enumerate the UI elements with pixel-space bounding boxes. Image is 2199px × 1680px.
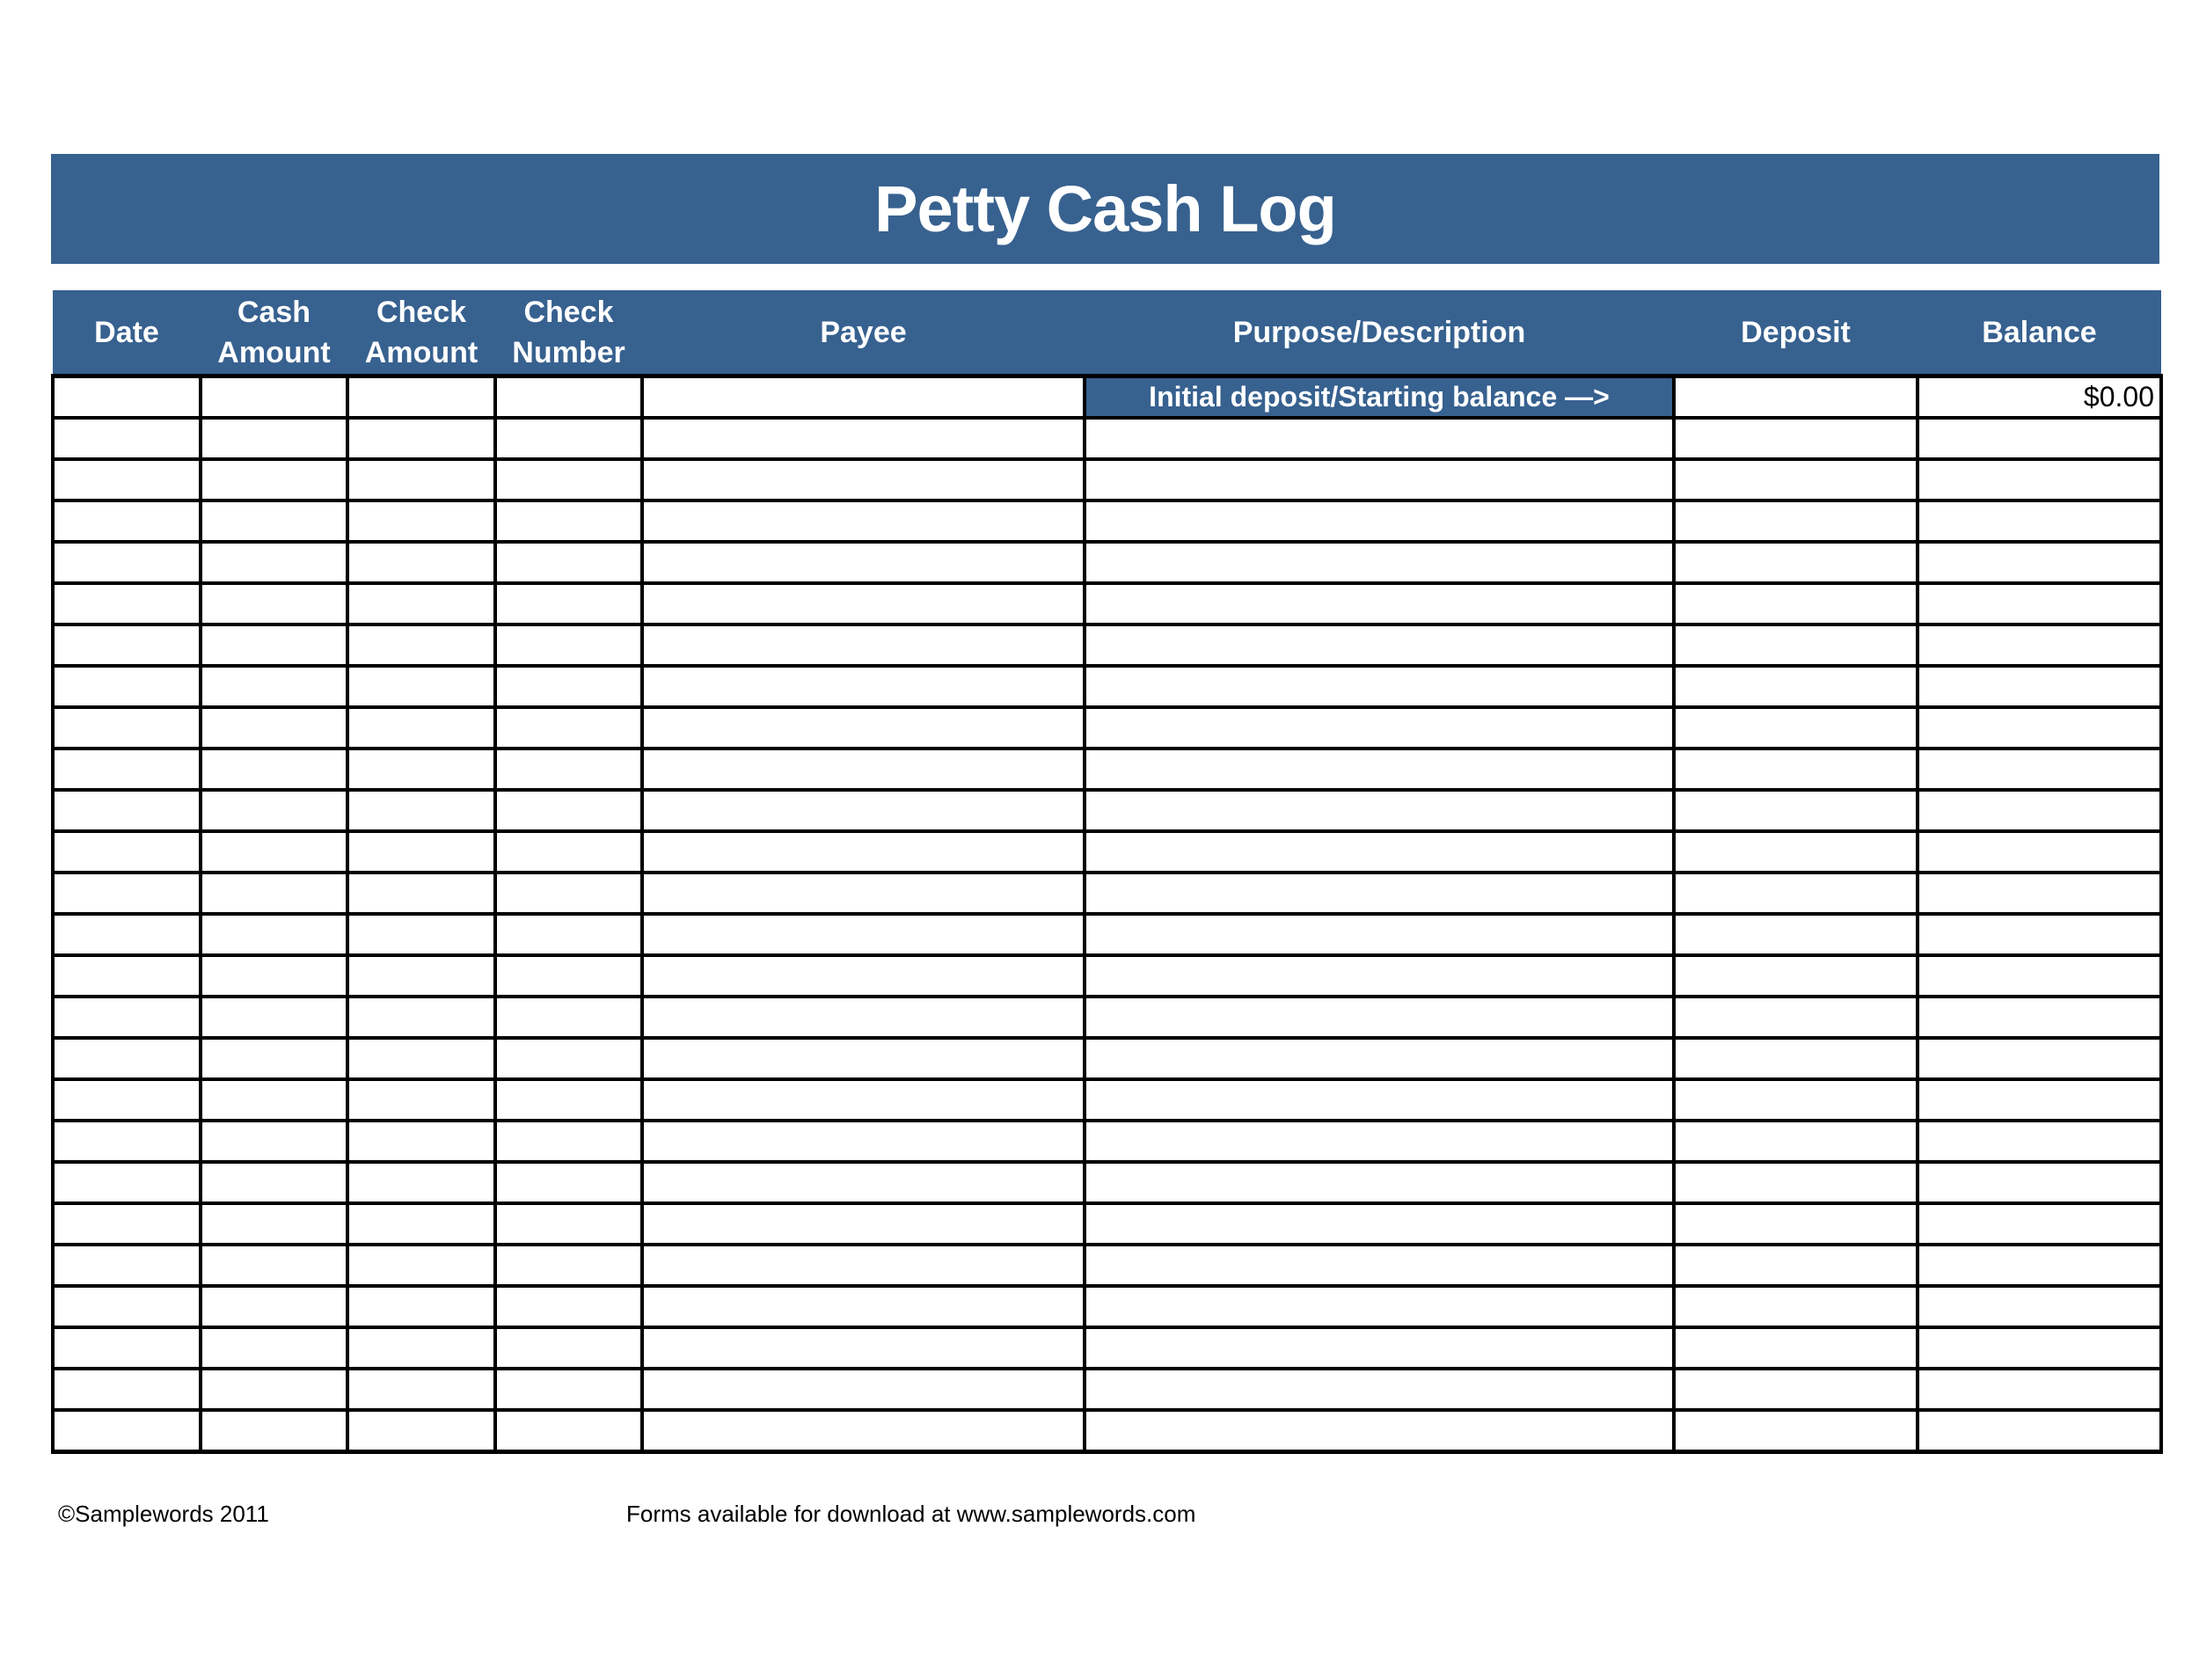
cell-balance[interactable] xyxy=(1918,749,2161,790)
table-row xyxy=(53,459,2161,500)
cell-payee[interactable] xyxy=(642,1327,1085,1369)
cell-check-number[interactable] xyxy=(495,873,642,914)
download-note: Forms available for download at www.samplewords.com xyxy=(626,1501,1196,1527)
cell-cash-amount[interactable] xyxy=(201,790,347,831)
cell-cash-amount[interactable] xyxy=(201,1038,347,1079)
cell-check-number[interactable] xyxy=(495,1286,642,1327)
cell-check-number[interactable] xyxy=(495,1369,642,1410)
table-row xyxy=(53,1286,2161,1327)
cell-date[interactable] xyxy=(53,542,201,583)
cell-date[interactable] xyxy=(53,583,201,625)
cell-payee[interactable] xyxy=(642,666,1085,707)
cell-date[interactable] xyxy=(53,1079,201,1121)
cell-balance[interactable] xyxy=(1918,1369,2161,1410)
cell-deposit[interactable] xyxy=(1674,1410,1918,1452)
header-balance: Balance xyxy=(1918,290,2161,376)
cell-purpose[interactable] xyxy=(1085,459,1674,500)
cell-check-amount[interactable] xyxy=(347,542,495,583)
cell-deposit[interactable] xyxy=(1674,873,1918,914)
cell-payee[interactable] xyxy=(642,542,1085,583)
cell-deposit[interactable] xyxy=(1674,914,1918,955)
cell-balance[interactable] xyxy=(1918,666,2161,707)
cell-check-amount[interactable] xyxy=(347,831,495,873)
cell-purpose[interactable] xyxy=(1085,1162,1674,1203)
cell-date[interactable] xyxy=(53,831,201,873)
cell-cash-amount[interactable] xyxy=(201,542,347,583)
cell-check-number[interactable] xyxy=(495,955,642,997)
cell-payee[interactable] xyxy=(642,1245,1085,1286)
cell-balance[interactable] xyxy=(1918,418,2161,459)
cell-deposit[interactable] xyxy=(1674,1079,1918,1121)
cell-date[interactable] xyxy=(53,1410,201,1452)
cell-balance[interactable] xyxy=(1918,790,2161,831)
cell-balance[interactable] xyxy=(1918,1286,2161,1327)
table-row xyxy=(53,1369,2161,1410)
table-row xyxy=(53,914,2161,955)
cell-balance[interactable] xyxy=(1918,583,2161,625)
cell-cash-amount[interactable] xyxy=(201,707,347,749)
cell-purpose[interactable] xyxy=(1085,749,1674,790)
cell-payee[interactable] xyxy=(642,583,1085,625)
table-row xyxy=(53,1327,2161,1369)
cell-balance[interactable] xyxy=(1918,1079,2161,1121)
cell-check-number[interactable] xyxy=(495,376,642,419)
table-row xyxy=(53,625,2161,666)
cell-payee[interactable] xyxy=(642,1121,1085,1162)
cell-check-number[interactable] xyxy=(495,625,642,666)
cell-date[interactable] xyxy=(53,1121,201,1162)
cell-check-amount[interactable] xyxy=(347,666,495,707)
cell-date[interactable] xyxy=(53,1327,201,1369)
cell-date[interactable] xyxy=(53,1286,201,1327)
cell-date[interactable] xyxy=(53,1245,201,1286)
table-row xyxy=(53,500,2161,542)
cell-balance[interactable] xyxy=(1918,1038,2161,1079)
cell-date[interactable] xyxy=(53,1369,201,1410)
cell-check-amount[interactable] xyxy=(347,1038,495,1079)
cell-purpose[interactable] xyxy=(1085,500,1674,542)
cell-deposit[interactable] xyxy=(1674,955,1918,997)
cell-balance[interactable] xyxy=(1918,459,2161,500)
cell-purpose[interactable] xyxy=(1085,1121,1674,1162)
cell-payee[interactable] xyxy=(642,1079,1085,1121)
cell-cash-amount[interactable] xyxy=(201,1162,347,1203)
cell-date[interactable] xyxy=(53,997,201,1038)
cell-payee[interactable] xyxy=(642,1369,1085,1410)
cell-purpose[interactable] xyxy=(1085,1410,1674,1452)
cell-cash-amount[interactable] xyxy=(201,997,347,1038)
cell-check-number[interactable] xyxy=(495,1410,642,1452)
cell-deposit[interactable] xyxy=(1674,997,1918,1038)
cell-purpose[interactable] xyxy=(1085,831,1674,873)
cell-check-amount[interactable] xyxy=(347,749,495,790)
cell-check-amount[interactable] xyxy=(347,707,495,749)
cell-cash-amount[interactable] xyxy=(201,1286,347,1327)
cell-balance[interactable] xyxy=(1918,831,2161,873)
cell-balance[interactable] xyxy=(1918,914,2161,955)
cell-date[interactable] xyxy=(53,376,201,419)
cell-check-number[interactable] xyxy=(495,583,642,625)
cell-balance[interactable] xyxy=(1918,1245,2161,1286)
cell-cash-amount[interactable] xyxy=(201,418,347,459)
header-deposit: Deposit xyxy=(1674,290,1918,376)
cell-cash-amount[interactable] xyxy=(201,625,347,666)
table-row xyxy=(53,1079,2161,1121)
cell-payee[interactable] xyxy=(642,1162,1085,1203)
cell-cash-amount[interactable] xyxy=(201,1369,347,1410)
cell-check-number[interactable] xyxy=(495,1245,642,1286)
cell-cash-amount[interactable] xyxy=(201,1121,347,1162)
cell-check-number[interactable] xyxy=(495,1038,642,1079)
cell-deposit[interactable] xyxy=(1674,1121,1918,1162)
cell-check-number[interactable] xyxy=(495,666,642,707)
cell-purpose[interactable] xyxy=(1085,1203,1674,1245)
cell-check-number[interactable] xyxy=(495,1162,642,1203)
cell-check-amount[interactable] xyxy=(347,376,495,419)
table-row xyxy=(53,955,2161,997)
header-row xyxy=(53,290,2161,376)
copyright-text: ©Samplewords 2011 xyxy=(58,1501,269,1527)
cell-payee[interactable] xyxy=(642,790,1085,831)
table-row xyxy=(53,790,2161,831)
cell-deposit[interactable] xyxy=(1674,707,1918,749)
cell-purpose[interactable] xyxy=(1085,914,1674,955)
cell-cash-amount[interactable] xyxy=(201,955,347,997)
cell-purpose[interactable] xyxy=(1085,1038,1674,1079)
initial-deposit-cell[interactable] xyxy=(1674,376,1918,419)
cell-balance[interactable] xyxy=(1918,1203,2161,1245)
header-payee: Payee xyxy=(642,290,1085,376)
table-row xyxy=(53,542,2161,583)
table-row xyxy=(53,1203,2161,1245)
cell-check-amount[interactable] xyxy=(347,790,495,831)
cell-check-number[interactable] xyxy=(495,418,642,459)
cell-cash-amount[interactable] xyxy=(201,1327,347,1369)
cell-check-amount[interactable] xyxy=(347,625,495,666)
cell-deposit[interactable] xyxy=(1674,1286,1918,1327)
cell-check-number[interactable] xyxy=(495,831,642,873)
cell-check-amount[interactable] xyxy=(347,500,495,542)
cell-deposit[interactable] xyxy=(1674,625,1918,666)
cell-cash-amount[interactable] xyxy=(201,914,347,955)
table-row xyxy=(53,749,2161,790)
cell-deposit[interactable] xyxy=(1674,666,1918,707)
cell-date[interactable] xyxy=(53,873,201,914)
cell-cash-amount[interactable] xyxy=(201,1203,347,1245)
table-row xyxy=(53,1121,2161,1162)
cell-payee[interactable] xyxy=(642,914,1085,955)
table-row xyxy=(53,418,2161,459)
cell-purpose[interactable] xyxy=(1085,873,1674,914)
cell-check-number[interactable] xyxy=(495,1079,642,1121)
table-row xyxy=(53,997,2161,1038)
cell-balance[interactable] xyxy=(1918,955,2161,997)
cell-purpose[interactable] xyxy=(1085,1369,1674,1410)
cell-check-amount[interactable] xyxy=(347,1327,495,1369)
petty-cash-table xyxy=(51,290,2163,1454)
cell-deposit[interactable] xyxy=(1674,500,1918,542)
title-bar xyxy=(51,154,2159,264)
table-row xyxy=(53,1162,2161,1203)
cell-purpose[interactable] xyxy=(1085,1286,1674,1327)
cell-deposit[interactable] xyxy=(1674,459,1918,500)
cell-purpose[interactable] xyxy=(1085,1327,1674,1369)
cell-cash-amount[interactable] xyxy=(201,376,347,419)
cell-check-amount[interactable] xyxy=(347,873,495,914)
cell-date[interactable] xyxy=(53,707,201,749)
cell-deposit[interactable] xyxy=(1674,790,1918,831)
header-purpose: Purpose/Description xyxy=(1085,290,1674,376)
cell-check-number[interactable] xyxy=(495,459,642,500)
cell-purpose[interactable] xyxy=(1085,583,1674,625)
starting-balance-value: $0.00 xyxy=(1918,376,2161,419)
table-row xyxy=(53,707,2161,749)
cell-balance[interactable] xyxy=(1918,997,2161,1038)
cell-payee[interactable] xyxy=(642,831,1085,873)
table-row xyxy=(53,583,2161,625)
cell-purpose[interactable] xyxy=(1085,997,1674,1038)
cell-deposit[interactable] xyxy=(1674,749,1918,790)
cell-payee[interactable] xyxy=(642,376,1085,419)
header-date: Date xyxy=(53,290,201,376)
cell-check-amount[interactable] xyxy=(347,1121,495,1162)
cell-check-amount[interactable] xyxy=(347,914,495,955)
cell-check-number[interactable] xyxy=(495,500,642,542)
cell-deposit[interactable] xyxy=(1674,1162,1918,1203)
cell-payee[interactable] xyxy=(642,997,1085,1038)
cell-deposit[interactable] xyxy=(1674,542,1918,583)
cell-check-number[interactable] xyxy=(495,1203,642,1245)
cell-date[interactable] xyxy=(53,1162,201,1203)
cell-deposit[interactable] xyxy=(1674,1245,1918,1286)
cell-cash-amount[interactable] xyxy=(201,873,347,914)
cell-check-amount[interactable] xyxy=(347,1079,495,1121)
cell-check-amount[interactable] xyxy=(347,955,495,997)
cell-check-amount[interactable] xyxy=(347,1162,495,1203)
table-row xyxy=(53,831,2161,873)
cell-purpose[interactable] xyxy=(1085,955,1674,997)
cell-purpose[interactable] xyxy=(1085,1245,1674,1286)
cell-check-number[interactable] xyxy=(495,749,642,790)
cell-date[interactable] xyxy=(53,914,201,955)
cell-date[interactable] xyxy=(53,1203,201,1245)
cell-deposit[interactable] xyxy=(1674,1203,1918,1245)
table-row xyxy=(53,1410,2161,1452)
cell-cash-amount[interactable] xyxy=(201,831,347,873)
cell-payee[interactable] xyxy=(642,418,1085,459)
cell-check-number[interactable] xyxy=(495,542,642,583)
cell-cash-amount[interactable] xyxy=(201,583,347,625)
cell-payee[interactable] xyxy=(642,1286,1085,1327)
cell-check-amount[interactable] xyxy=(347,997,495,1038)
table-row xyxy=(53,1038,2161,1079)
header-check-number: Check Number xyxy=(495,290,642,376)
page-title: Petty Cash Log xyxy=(874,172,1336,245)
cell-check-number[interactable] xyxy=(495,997,642,1038)
table-row xyxy=(53,666,2161,707)
cell-purpose[interactable] xyxy=(1085,542,1674,583)
cell-payee[interactable] xyxy=(642,1038,1085,1079)
cell-balance[interactable] xyxy=(1918,625,2161,666)
cell-check-number[interactable] xyxy=(495,1121,642,1162)
cell-deposit[interactable] xyxy=(1674,831,1918,873)
cell-cash-amount[interactable] xyxy=(201,1079,347,1121)
cell-payee[interactable] xyxy=(642,625,1085,666)
cell-date[interactable] xyxy=(53,790,201,831)
cell-payee[interactable] xyxy=(642,459,1085,500)
initial-deposit-label: Initial deposit/Starting balance —> xyxy=(1085,376,1674,419)
cell-purpose[interactable] xyxy=(1085,666,1674,707)
cell-check-amount[interactable] xyxy=(347,1245,495,1286)
cell-balance[interactable] xyxy=(1918,1162,2161,1203)
cell-balance[interactable] xyxy=(1918,500,2161,542)
cell-date[interactable] xyxy=(53,749,201,790)
cell-purpose[interactable] xyxy=(1085,418,1674,459)
cell-check-amount[interactable] xyxy=(347,583,495,625)
cell-check-amount[interactable] xyxy=(347,459,495,500)
cell-check-amount[interactable] xyxy=(347,1369,495,1410)
cell-check-number[interactable] xyxy=(495,1327,642,1369)
cell-deposit[interactable] xyxy=(1674,418,1918,459)
cell-deposit[interactable] xyxy=(1674,1327,1918,1369)
cell-cash-amount[interactable] xyxy=(201,749,347,790)
cell-date[interactable] xyxy=(53,500,201,542)
table-row xyxy=(53,1245,2161,1286)
cell-cash-amount[interactable] xyxy=(201,1410,347,1452)
cell-payee[interactable] xyxy=(642,500,1085,542)
table-row xyxy=(53,873,2161,914)
cell-date[interactable] xyxy=(53,666,201,707)
cell-balance[interactable] xyxy=(1918,1327,2161,1369)
cell-date[interactable] xyxy=(53,955,201,997)
cell-purpose[interactable] xyxy=(1085,1079,1674,1121)
cell-cash-amount[interactable] xyxy=(201,1245,347,1286)
cell-date[interactable] xyxy=(53,418,201,459)
initial-row xyxy=(53,376,2161,419)
cell-balance[interactable] xyxy=(1918,707,2161,749)
cell-date[interactable] xyxy=(53,459,201,500)
cell-check-number[interactable] xyxy=(495,790,642,831)
header-cash-amount: Cash Amount xyxy=(201,290,347,376)
cell-payee[interactable] xyxy=(642,873,1085,914)
cell-cash-amount[interactable] xyxy=(201,500,347,542)
header-check-amount: Check Amount xyxy=(347,290,495,376)
cell-payee[interactable] xyxy=(642,749,1085,790)
cell-check-amount[interactable] xyxy=(347,1203,495,1245)
cell-check-amount[interactable] xyxy=(347,418,495,459)
cell-payee[interactable] xyxy=(642,955,1085,997)
cell-deposit[interactable] xyxy=(1674,583,1918,625)
cell-purpose[interactable] xyxy=(1085,707,1674,749)
cell-payee[interactable] xyxy=(642,1410,1085,1452)
cell-balance[interactable] xyxy=(1918,542,2161,583)
cell-balance[interactable] xyxy=(1918,1121,2161,1162)
cell-purpose[interactable] xyxy=(1085,625,1674,666)
cell-date[interactable] xyxy=(53,1038,201,1079)
cell-cash-amount[interactable] xyxy=(201,666,347,707)
cell-cash-amount[interactable] xyxy=(201,459,347,500)
cell-check-amount[interactable] xyxy=(347,1410,495,1452)
cell-check-number[interactable] xyxy=(495,707,642,749)
cell-purpose[interactable] xyxy=(1085,790,1674,831)
cell-check-amount[interactable] xyxy=(347,1286,495,1327)
cell-balance[interactable] xyxy=(1918,1410,2161,1452)
cell-deposit[interactable] xyxy=(1674,1369,1918,1410)
cell-balance[interactable] xyxy=(1918,873,2161,914)
cell-check-number[interactable] xyxy=(495,914,642,955)
cell-date[interactable] xyxy=(53,625,201,666)
cell-payee[interactable] xyxy=(642,707,1085,749)
cell-payee[interactable] xyxy=(642,1203,1085,1245)
cell-deposit[interactable] xyxy=(1674,1038,1918,1079)
